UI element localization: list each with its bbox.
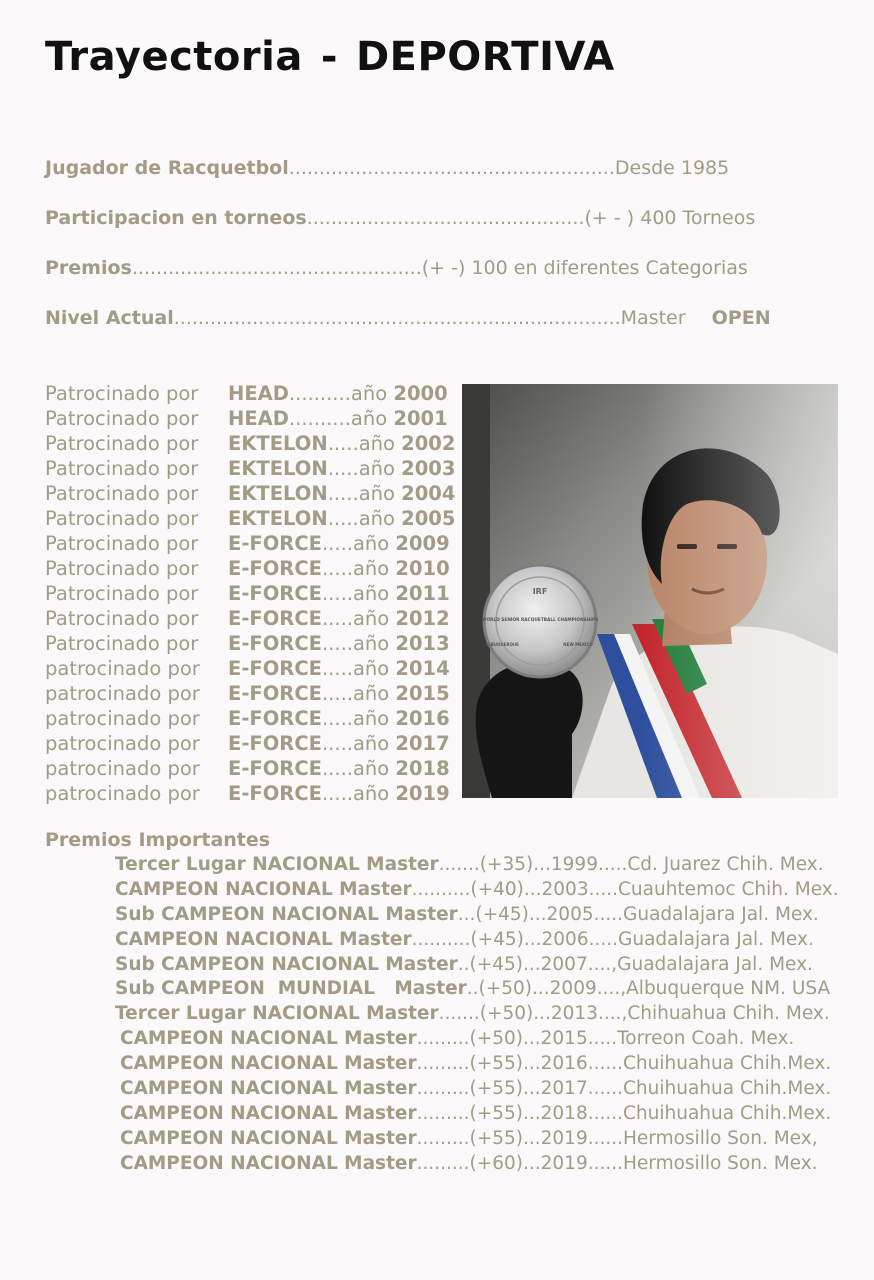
- sponsor-label: patrocinado por: [45, 682, 200, 705]
- sponsor-ano: año: [352, 582, 390, 605]
- award-detail: .........(+55)...2018......Chuihuahua Chih.Mex.: [416, 1102, 832, 1124]
- sponsor-dots: .....: [321, 682, 353, 705]
- page-title: [45, 34, 615, 80]
- sponsor-brand: E-FORCE: [228, 532, 322, 555]
- sponsor-brand: HEAD: [228, 382, 289, 405]
- info-dots: ..............................................: [306, 207, 585, 229]
- sponsor-brand: EKTELON: [228, 482, 328, 505]
- sponsor-row: [45, 431, 455, 456]
- award-detail: ..(+45)...2007....,Guadalajara Jal. Mex.: [457, 953, 813, 975]
- award-detail: .......(+50)...2013....,Chihuahua Chih. Mex.: [438, 1003, 830, 1025]
- sponsor-row: [45, 656, 455, 681]
- sponsor-year: 2016: [395, 707, 450, 730]
- sponsor-row: [45, 706, 455, 731]
- sponsor-label: patrocinado por: [45, 707, 200, 730]
- award-detail: .......(+35)...1999.....Cd. Juarez Chih. Mex.: [438, 854, 824, 875]
- sponsor-row: [45, 406, 455, 431]
- sponsor-row: [45, 381, 455, 406]
- award-title: Tercer Lugar NACIONAL Master: [115, 1003, 439, 1025]
- info-dots: ..........................................................................: [173, 307, 621, 329]
- info-line: [45, 257, 748, 279]
- sponsor-dots: .....: [321, 632, 353, 655]
- sponsor-dots: .....: [321, 757, 353, 780]
- sponsor-brand: E-FORCE: [228, 782, 322, 805]
- award-row: [115, 1127, 839, 1152]
- sponsor-ano: año: [352, 732, 390, 755]
- sponsor-ano: año: [352, 682, 390, 705]
- sponsor-ano: año: [358, 482, 395, 505]
- sponsor-label: Patrocinado por: [45, 507, 199, 530]
- award-detail: .........(+50)...2015.....Torreon Coah. Mex.: [416, 1028, 795, 1050]
- sponsor-label: patrocinado por: [45, 782, 200, 805]
- sponsor-ano: año: [358, 457, 395, 480]
- award-title: Tercer Lugar NACIONAL Master: [115, 854, 439, 875]
- award-detail: ..........(+40)...2003.....Cuauhtemoc Chih. Mex.: [411, 878, 839, 900]
- sponsor-row: [45, 681, 455, 706]
- sponsor-ano: año: [352, 782, 390, 805]
- award-title: CAMPEON NACIONAL Master: [120, 1028, 417, 1050]
- sponsor-ano: año: [358, 507, 395, 530]
- sponsor-brand: E-FORCE: [228, 707, 322, 730]
- sponsor-dots: .....: [321, 707, 353, 730]
- sponsor-year: 2017: [395, 732, 450, 755]
- award-detail: .........(+55)...2017......Chuihuahua Chih.Mex.: [416, 1078, 832, 1100]
- player-photo-illustration: [462, 384, 838, 798]
- sponsor-ano: año: [352, 532, 390, 555]
- sponsor-dots: .....: [321, 557, 353, 580]
- sponsor-row: [45, 731, 455, 756]
- award-detail: .........(+55)...2016......Chuihuahua Chih.Mex.: [416, 1053, 832, 1075]
- award-title: CAMPEON NACIONAL Master: [120, 1127, 417, 1149]
- award-title: CAMPEON NACIONAL Master: [120, 1078, 417, 1100]
- info-value-extra: OPEN: [711, 307, 771, 329]
- info-label: Premios: [45, 257, 132, 279]
- sponsor-label: Patrocinado por: [45, 457, 199, 480]
- sponsor-label: Patrocinado por: [45, 482, 199, 505]
- sponsor-label: Patrocinado por: [45, 607, 199, 630]
- award-title: Sub CAMPEON NACIONAL Master: [115, 953, 458, 975]
- award-detail: ..(+50)...2009....,Albuquerque NM. USA: [466, 978, 831, 1000]
- award-row: [115, 853, 839, 878]
- award-title: Sub CAMPEON MUNDIAL Master: [115, 978, 467, 1000]
- sponsor-list: [45, 381, 455, 806]
- sponsor-ano: año: [352, 632, 390, 655]
- sponsor-row: [45, 606, 455, 631]
- sponsor-year: 2015: [395, 682, 450, 705]
- sponsor-dots: .....: [321, 732, 353, 755]
- info-value: Desde 1985: [614, 157, 730, 179]
- awards-title: Premios Importantes: [45, 829, 271, 851]
- sponsor-label: Patrocinado por: [45, 532, 199, 555]
- sponsor-year: 2004: [401, 482, 456, 505]
- sponsor-row: [45, 631, 455, 656]
- award-row: [115, 928, 839, 953]
- sponsor-year: 2010: [395, 557, 450, 580]
- sponsor-ano: año: [352, 707, 390, 730]
- sponsor-brand: E-FORCE: [228, 757, 322, 780]
- sponsor-ano: año: [350, 382, 388, 405]
- sponsor-ano: año: [352, 607, 390, 630]
- award-row: [115, 1152, 839, 1177]
- info-label: Nivel Actual: [45, 307, 174, 329]
- title-left: Trayectoria: [45, 34, 303, 80]
- award-row: [115, 977, 839, 1002]
- sponsor-year: 2005: [401, 507, 456, 530]
- info-dots: ......................................................: [288, 157, 615, 179]
- sponsor-year: 2019: [395, 782, 450, 805]
- info-line: [45, 307, 771, 329]
- sponsor-ano: año: [358, 432, 395, 455]
- sponsor-label: patrocinado por: [45, 657, 200, 680]
- info-value: (+ -) 100 en diferentes Categorias: [421, 257, 748, 279]
- sponsor-dots: .....: [321, 582, 353, 605]
- sponsor-dots: .....: [327, 507, 359, 530]
- sponsor-label: Patrocinado por: [45, 407, 199, 430]
- sponsor-row: [45, 531, 455, 556]
- player-photo: [462, 384, 838, 798]
- info-label: Jugador de Racquetbol: [45, 157, 289, 179]
- title-right: DEPORTIVA: [355, 34, 615, 80]
- award-title: CAMPEON NACIONAL Master: [120, 1152, 417, 1174]
- medal-inscription: WORLD SENIOR RACQUETBALL CHAMPIONSHIPS: [481, 618, 599, 623]
- sponsor-dots: .....: [327, 482, 359, 505]
- sponsor-dots: .....: [321, 607, 353, 630]
- sponsor-label: Patrocinado por: [45, 557, 199, 580]
- info-value: (+ - ) 400 Torneos: [584, 207, 756, 229]
- sponsor-year: 2013: [395, 632, 450, 655]
- sponsor-row: [45, 556, 455, 581]
- sponsor-brand: EKTELON: [228, 507, 328, 530]
- sponsor-dots: .....: [327, 457, 359, 480]
- sponsor-ano: año: [352, 757, 390, 780]
- sponsor-dots: ..........: [288, 382, 351, 405]
- info-line: [45, 157, 729, 179]
- info-label: Participacion en torneos: [45, 207, 307, 229]
- awards-list: [115, 853, 839, 1177]
- sponsor-year: 2002: [401, 432, 456, 455]
- sponsor-year: 2001: [393, 407, 448, 430]
- sponsor-brand: E-FORCE: [228, 732, 322, 755]
- sponsor-ano: año: [350, 407, 388, 430]
- sponsor-row: [45, 456, 455, 481]
- sponsor-label: Patrocinado por: [45, 582, 199, 605]
- medal-side-right: NEW MEXICO: [563, 642, 593, 647]
- sponsor-year: 2011: [395, 582, 450, 605]
- sponsor-brand: E-FORCE: [228, 557, 322, 580]
- award-detail: .........(+55)...2019......Hermosillo Son. Mex,: [416, 1127, 818, 1149]
- award-detail: ...(+45)...2005.....Guadalajara Jal. Mex.: [457, 903, 819, 925]
- sponsor-dots: ..........: [288, 407, 351, 430]
- award-title: CAMPEON NACIONAL Master: [115, 928, 412, 950]
- sponsor-dots: .....: [321, 657, 353, 680]
- sponsor-dots: .....: [321, 782, 353, 805]
- sponsor-brand: EKTELON: [228, 457, 328, 480]
- award-row: [115, 1077, 839, 1102]
- sponsor-dots: .....: [327, 432, 359, 455]
- sponsor-year: 2003: [401, 457, 456, 480]
- award-title: CAMPEON NACIONAL Master: [120, 1102, 417, 1124]
- sponsor-label: patrocinado por: [45, 757, 200, 780]
- sponsor-brand: HEAD: [228, 407, 289, 430]
- award-title: CAMPEON NACIONAL Master: [120, 1053, 417, 1075]
- sponsor-brand: E-FORCE: [228, 632, 322, 655]
- sponsor-brand: EKTELON: [228, 432, 328, 455]
- info-dots: ................................................: [131, 257, 422, 279]
- sponsor-label: Patrocinado por: [45, 382, 199, 405]
- award-title: Sub CAMPEON NACIONAL Master: [115, 903, 458, 925]
- award-row: [115, 1102, 839, 1127]
- sponsor-ano: año: [352, 657, 390, 680]
- sponsor-year: 2018: [395, 757, 450, 780]
- award-row: [115, 878, 839, 903]
- medal-side-left: ALBUQUERQUE: [485, 642, 519, 647]
- sponsor-year: 2014: [395, 657, 450, 680]
- sponsor-brand: E-FORCE: [228, 607, 322, 630]
- sponsor-brand: E-FORCE: [228, 582, 322, 605]
- award-row: [115, 1052, 839, 1077]
- sponsor-label: Patrocinado por: [45, 632, 199, 655]
- award-detail: .........(+60)...2019......Hermosillo Son. Mex.: [416, 1152, 818, 1174]
- award-row: [115, 1002, 839, 1027]
- title-separator: -: [320, 34, 338, 80]
- award-row: [115, 953, 839, 978]
- sponsor-dots: .....: [321, 532, 353, 555]
- medal-top-text: IRF: [532, 587, 548, 596]
- award-detail: ..........(+45)...2006.....Guadalajara Jal. Mex.: [411, 928, 814, 950]
- award-title: CAMPEON NACIONAL Master: [115, 878, 412, 900]
- info-value: Master: [620, 307, 698, 329]
- sponsor-row: [45, 581, 455, 606]
- award-row: [115, 903, 839, 928]
- sponsor-row: [45, 481, 455, 506]
- sponsor-year: 2000: [393, 382, 448, 405]
- sponsor-row: [45, 506, 455, 531]
- sponsor-row: [45, 781, 455, 806]
- sponsor-year: 2009: [395, 532, 450, 555]
- info-line: [45, 207, 755, 229]
- sponsor-ano: año: [352, 557, 390, 580]
- award-row: [115, 1027, 839, 1052]
- sponsor-brand: E-FORCE: [228, 682, 322, 705]
- sponsor-label: Patrocinado por: [45, 432, 199, 455]
- sponsor-year: 2012: [395, 607, 450, 630]
- sponsor-brand: E-FORCE: [228, 657, 322, 680]
- sponsor-label: patrocinado por: [45, 732, 200, 755]
- sponsor-row: [45, 756, 455, 781]
